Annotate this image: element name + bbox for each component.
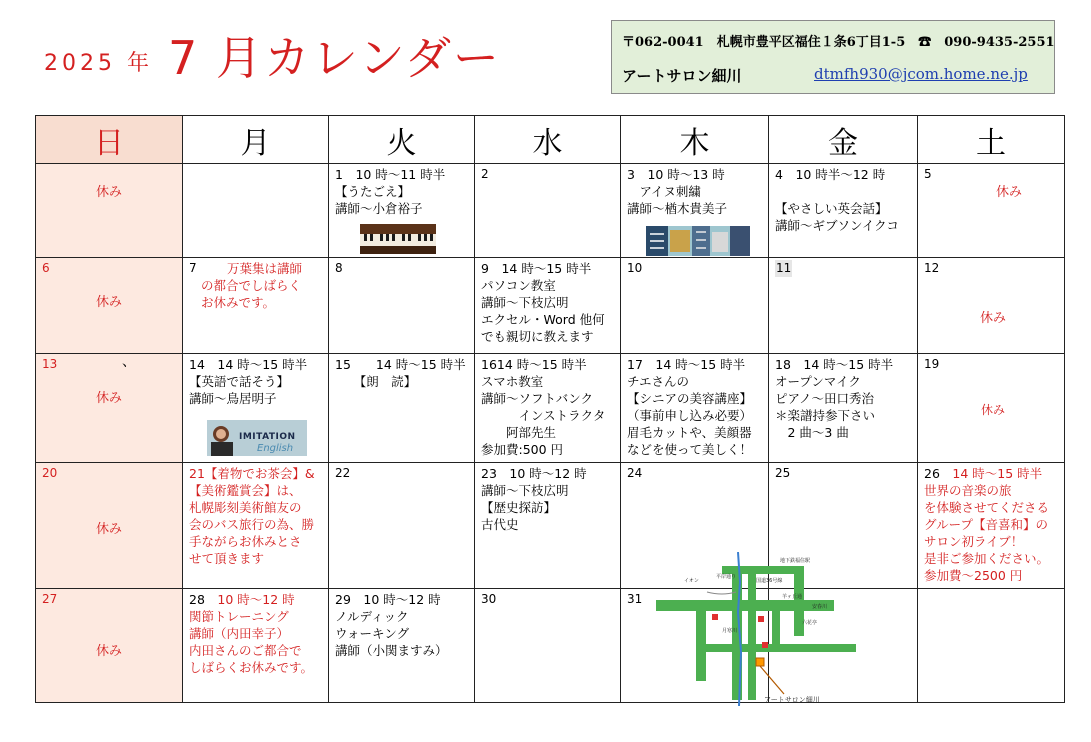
day-cell — [329, 354, 475, 463]
map-label: 平岸通り — [716, 574, 737, 580]
map-label: 安春川 — [812, 604, 828, 610]
day-cell — [621, 164, 769, 258]
day-cell — [918, 164, 1065, 258]
day-cell — [183, 164, 329, 258]
event-line: パソコン教室 — [481, 278, 556, 293]
weekday-sat: 土 — [918, 116, 1065, 164]
event-line: 18 14 時～15 時半 — [775, 357, 894, 372]
piano-photo — [360, 224, 436, 254]
event-text — [481, 260, 618, 345]
event-line: アイヌ刺繍 — [627, 184, 701, 199]
day-cell — [329, 164, 475, 258]
day-cell — [918, 258, 1065, 354]
weekday-sun: 日 — [36, 116, 183, 164]
day-cell — [475, 589, 621, 703]
weekday-wed: 水 — [475, 116, 621, 164]
date-number: 22 — [335, 466, 351, 480]
event-line: を体験させてくださる — [924, 500, 1050, 515]
event-line: ピアノ～田口秀治 — [775, 391, 875, 406]
event-line: 関節トレーニング — [189, 609, 289, 624]
event-time: 14 時～15 時半 — [952, 466, 1043, 481]
date-number: 31 — [627, 592, 643, 606]
event-line: 23 10 時～12 時 — [481, 466, 587, 481]
day-cell — [621, 258, 769, 354]
day-cell — [183, 463, 329, 589]
event-line: 1614 時～15 時半 — [481, 357, 587, 372]
notice-line: 札幌彫刻美術館友の — [189, 500, 302, 515]
holiday-label: 休み — [95, 522, 122, 537]
date-number: 13 — [42, 357, 58, 371]
date-number: 27 — [42, 592, 58, 606]
notice-line: 万葉集は講師 — [227, 261, 303, 276]
holiday-label: 休み — [95, 295, 122, 310]
photo-caption: English — [257, 443, 294, 454]
holiday-label: 休み — [95, 644, 122, 659]
week-row-3 — [36, 354, 1065, 463]
week-row-4 — [36, 463, 1065, 589]
salon-location-icon — [756, 658, 764, 666]
event-line: 17 14 時～15 時半 — [627, 357, 746, 372]
holiday-label: 休み — [995, 185, 1022, 200]
day-cell — [36, 164, 183, 258]
weekday-mon: 月 — [183, 116, 329, 164]
date-number: 7 — [189, 261, 197, 275]
event-text — [481, 356, 618, 458]
event-line: 【やさしい英会話】 — [775, 201, 888, 216]
event-line: 【歴史探訪】 — [481, 500, 557, 515]
holiday-label: 休み — [95, 185, 122, 200]
event-line: 是非ご参加ください。 — [924, 551, 1050, 566]
event-text — [775, 356, 915, 441]
event-line: 講師～ギブソンイクコ — [775, 218, 899, 233]
event-line — [189, 591, 326, 608]
date-number: 10 — [627, 261, 643, 275]
map-label: 六花亭 — [802, 620, 818, 626]
holiday-label: 休み — [980, 403, 1005, 417]
event-line: 【シニアの美容講座】 — [627, 391, 753, 406]
title-year: 2025 年 — [44, 51, 153, 76]
weekday-fri: 金 — [769, 116, 918, 164]
contact-address: 〒062-0041 札幌市豊平区福住１条6丁目1-5 ☎ 090-9435-2551 — [622, 35, 1055, 50]
event-text — [924, 465, 1062, 584]
notice-line: 手ながらお休みとさ — [189, 534, 302, 549]
event-line: 15 14 時～15 時半 — [335, 357, 466, 372]
holiday-label: 休み — [95, 391, 122, 406]
event-line: しばらくお休みです。 — [189, 660, 314, 675]
day-cell — [475, 463, 621, 589]
day-cell — [475, 164, 621, 258]
date-number: 19 — [924, 357, 940, 371]
stray-mark: 、 — [122, 354, 136, 370]
week-row-5 — [36, 589, 1065, 703]
map-label: 国道36号線 — [756, 578, 783, 584]
event-line: 参加費:500 円 — [481, 442, 564, 457]
date-number: 24 — [627, 466, 643, 480]
event-line: 講師～小倉裕子 — [335, 201, 423, 216]
event-time: 10 時～12 時 — [217, 592, 295, 607]
day-cell — [918, 354, 1065, 463]
event-line: 参加費～2500 円 — [924, 568, 1023, 583]
event-text — [627, 166, 766, 217]
event-line: 講師～下枝広明 — [481, 295, 569, 310]
event-line: 【うたごえ】 — [335, 184, 411, 199]
week-row-1 — [36, 164, 1065, 258]
event-line: 阿部先生 — [481, 425, 557, 440]
calendar-grid — [35, 115, 1065, 703]
day-cell — [918, 463, 1065, 589]
date-number: 2 — [481, 167, 489, 181]
event-line: 【英語で話そう】 — [189, 374, 290, 389]
map-label: イオン — [684, 578, 699, 584]
english-class-photo — [207, 420, 307, 456]
day-cell — [769, 164, 918, 258]
day-cell — [475, 354, 621, 463]
contact-info-box — [611, 20, 1055, 94]
day-cell — [918, 589, 1065, 703]
event-line: 講師～鳥居明子 — [189, 391, 277, 406]
event-line: 9 14 時～15 時半 — [481, 261, 592, 276]
event-text — [335, 166, 472, 217]
event-text — [189, 591, 326, 676]
map-label: 羊ヶ丘通 — [782, 594, 803, 600]
event-line: 【朗 読】 — [335, 374, 417, 389]
event-text — [189, 356, 326, 407]
event-line — [924, 465, 1062, 482]
map-marker-icon — [712, 614, 718, 620]
map-label: アートサロン細川 — [764, 696, 820, 704]
event-line — [775, 183, 915, 200]
event-line: ウォーキング — [335, 626, 410, 641]
event-line: 1 10 時～11 時半 — [335, 167, 446, 182]
notice-line: 【美術鑑賞会】は、 — [189, 483, 302, 498]
event-line: 眉毛カットや、美顔器 — [627, 425, 752, 440]
notice-line: 会のバス旅行の為、勝 — [189, 517, 315, 532]
event-line: 講師～ソフトバンク — [481, 391, 594, 406]
day-cell — [183, 354, 329, 463]
date-number: 6 — [42, 261, 50, 275]
event-line: ノルディック — [335, 609, 409, 624]
map-road — [696, 644, 856, 652]
event-line: 講師（内田幸子） — [189, 626, 290, 641]
map-road — [772, 611, 780, 645]
date-number: 8 — [335, 261, 343, 275]
map-label: 地下鉄福住駅 — [780, 558, 811, 564]
event-text — [335, 591, 472, 659]
event-line: 講師～下枝広明 — [481, 483, 569, 498]
week-row-2 — [36, 258, 1065, 354]
weekday-header-row — [36, 116, 1065, 164]
event-line: 講師～楢木貴美子 — [627, 201, 728, 216]
notice-line: の都合でしばらく — [201, 278, 302, 293]
map-marker-icon — [758, 616, 764, 622]
event-line: 29 10 時～12 時 — [335, 592, 441, 607]
event-line: エクセル・Word 他何 — [481, 312, 605, 327]
day-cell — [769, 354, 918, 463]
date-number: 11 — [776, 261, 792, 275]
date-number: 28 — [189, 592, 205, 607]
event-line: 世界の音楽の旅 — [924, 483, 1012, 498]
event-line: 14 14 時～15 時半 — [189, 357, 308, 372]
date-number: 12 — [924, 261, 940, 275]
day-cell — [36, 589, 183, 703]
weekday-tue: 火 — [329, 116, 475, 164]
notice-line: お休みです。 — [201, 295, 276, 310]
event-line: グループ【音喜和】の — [924, 517, 1049, 532]
event-line: オープンマイク — [775, 374, 861, 389]
date-number: 30 — [481, 592, 497, 606]
event-line: 4 10 時半～12 時 — [775, 167, 886, 182]
embroidery-photo — [646, 226, 750, 256]
event-line: 3 10 時～13 時 — [627, 167, 725, 182]
map-marker-icon — [762, 642, 768, 648]
event-text — [627, 356, 766, 458]
event-line: 2 曲～3 曲 — [775, 425, 849, 440]
event-line: スマホ教室 — [481, 374, 544, 389]
date-number: 5 — [924, 167, 932, 181]
notice-line: せて頂きます — [189, 551, 265, 566]
event-line: インストラクタ — [481, 408, 606, 423]
event-line: でも親切に教えます — [481, 329, 594, 344]
day-cell — [36, 463, 183, 589]
event-line: 講師（小関ますみ） — [335, 643, 448, 658]
photo-caption: IMITATION — [239, 432, 296, 442]
event-line: チエさんの — [627, 374, 690, 389]
map-road — [748, 574, 756, 700]
event-text — [335, 356, 472, 390]
day-cell — [329, 258, 475, 354]
day-cell — [36, 258, 183, 354]
day-cell — [621, 354, 769, 463]
access-map — [652, 552, 864, 706]
notice-text — [201, 260, 326, 311]
day-cell — [475, 258, 621, 354]
day-cell — [329, 463, 475, 589]
salon-name: アートサロン細川 — [622, 67, 742, 85]
map-road — [722, 566, 802, 574]
weekday-thu: 木 — [621, 116, 769, 164]
map-road — [656, 600, 834, 611]
day-cell — [183, 589, 329, 703]
day-cell — [769, 258, 918, 354]
event-text — [481, 465, 618, 533]
event-line: （事前申し込み必要） — [627, 408, 753, 423]
event-line: 内田さんのご都合で — [189, 643, 302, 658]
event-line: ＊楽譜持参下さい — [775, 408, 876, 423]
notice-text — [189, 465, 326, 567]
title-month: 7 月カレンダー — [168, 31, 501, 85]
contact-email-link[interactable]: dtmfh930@jcom.home.ne.jp — [814, 65, 1028, 83]
event-line: サロン初ライブ！ — [924, 534, 1024, 549]
map-label: 月寒川 — [722, 628, 738, 634]
date-number: 25 — [775, 466, 791, 480]
day-cell — [183, 258, 329, 354]
day-cell — [329, 589, 475, 703]
holiday-label: 休み — [979, 311, 1006, 326]
event-line: 古代史 — [481, 517, 519, 532]
event-line: などを使って美しく！ — [627, 442, 753, 457]
notice-line: 21【着物でお茶会】& — [189, 466, 315, 481]
day-cell — [36, 354, 183, 463]
event-text — [775, 166, 915, 234]
date-number: 26 — [924, 466, 940, 481]
date-number: 20 — [42, 466, 58, 480]
